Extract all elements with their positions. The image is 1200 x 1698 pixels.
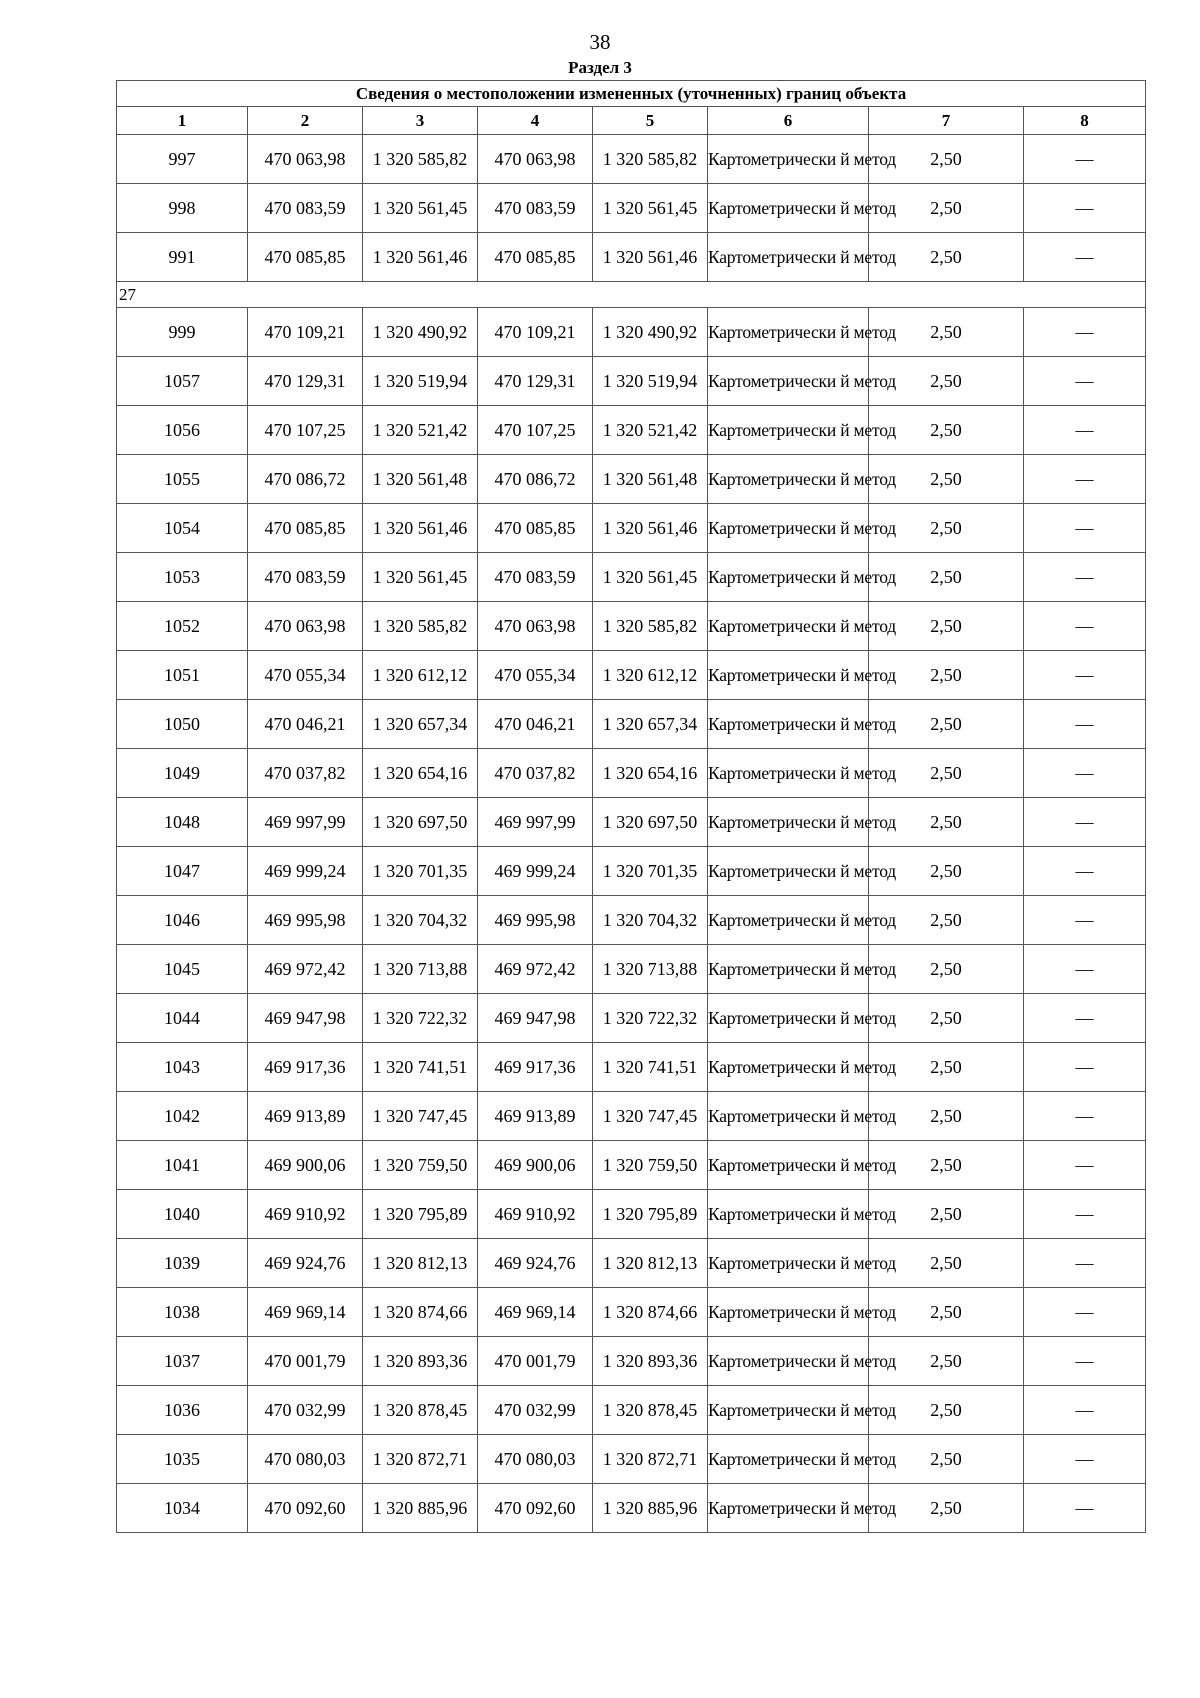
y-new-cell: 1 320 741,51 (593, 1043, 708, 1092)
x-existing-cell: 470 001,79 (248, 1337, 363, 1386)
x-existing-cell: 470 080,03 (248, 1435, 363, 1484)
table-row (117, 308, 1146, 357)
method-cell: Картометрически й метод (708, 798, 869, 847)
x-new-cell: 470 109,21 (478, 308, 593, 357)
y-existing-cell: 1 320 561,45 (363, 184, 478, 233)
description-cell: — (1024, 1288, 1146, 1337)
accuracy-cell: 2,50 (869, 896, 1024, 945)
point-number-cell: 1052 (117, 602, 248, 651)
method-cell: Картометрически й метод (708, 602, 869, 651)
accuracy-cell: 2,50 (869, 455, 1024, 504)
method-cell: Картометрически й метод (708, 357, 869, 406)
description-cell: — (1024, 749, 1146, 798)
x-existing-cell: 470 046,21 (248, 700, 363, 749)
y-new-cell: 1 320 812,13 (593, 1239, 708, 1288)
point-number-cell: 997 (117, 135, 248, 184)
y-existing-cell: 1 320 521,42 (363, 406, 478, 455)
method-cell: Картометрически й метод (708, 1484, 869, 1533)
description-cell: — (1024, 184, 1146, 233)
y-existing-cell: 1 320 885,96 (363, 1484, 478, 1533)
table-row (117, 553, 1146, 602)
point-number-cell: 1057 (117, 357, 248, 406)
method-cell: Картометрически й метод (708, 553, 869, 602)
x-new-cell: 469 995,98 (478, 896, 593, 945)
x-new-cell: 470 001,79 (478, 1337, 593, 1386)
method-cell: Картометрически й метод (708, 1435, 869, 1484)
x-new-cell: 470 080,03 (478, 1435, 593, 1484)
description-cell: — (1024, 798, 1146, 847)
method-cell: Картометрически й метод (708, 504, 869, 553)
section-title: Раздел 3 (568, 58, 632, 77)
column-number: 5 (593, 107, 708, 135)
method-cell: Картометрически й метод (708, 1043, 869, 1092)
method-cell: Картометрически й метод (708, 455, 869, 504)
y-new-cell: 1 320 521,42 (593, 406, 708, 455)
x-new-cell: 470 063,98 (478, 602, 593, 651)
y-new-cell: 1 320 722,32 (593, 994, 708, 1043)
point-number-cell: 1047 (117, 847, 248, 896)
accuracy-cell: 2,50 (869, 1484, 1024, 1533)
x-new-cell: 469 947,98 (478, 994, 593, 1043)
table-row (117, 233, 1146, 282)
x-existing-cell: 470 037,82 (248, 749, 363, 798)
column-number: 3 (363, 107, 478, 135)
y-existing-cell: 1 320 747,45 (363, 1092, 478, 1141)
y-existing-cell: 1 320 561,46 (363, 504, 478, 553)
description-cell: — (1024, 1092, 1146, 1141)
point-number-cell: 1037 (117, 1337, 248, 1386)
x-new-cell: 470 063,98 (478, 135, 593, 184)
description-cell: — (1024, 1043, 1146, 1092)
point-number-cell: 1046 (117, 896, 248, 945)
y-existing-cell: 1 320 795,89 (363, 1190, 478, 1239)
y-existing-cell: 1 320 874,66 (363, 1288, 478, 1337)
description-cell: — (1024, 700, 1146, 749)
method-cell: Картометрически й метод (708, 1092, 869, 1141)
x-existing-cell: 469 999,24 (248, 847, 363, 896)
accuracy-cell: 2,50 (869, 553, 1024, 602)
point-number-cell: 998 (117, 184, 248, 233)
table-row (117, 1435, 1146, 1484)
method-cell: Картометрически й метод (708, 1337, 869, 1386)
y-existing-cell: 1 320 701,35 (363, 847, 478, 896)
x-existing-cell: 469 913,89 (248, 1092, 363, 1141)
table-row (117, 1092, 1146, 1141)
x-new-cell: 470 046,21 (478, 700, 593, 749)
accuracy-cell: 2,50 (869, 184, 1024, 233)
y-existing-cell: 1 320 741,51 (363, 1043, 478, 1092)
point-number-cell: 1036 (117, 1386, 248, 1435)
method-cell: Картометрически й метод (708, 135, 869, 184)
table-row (117, 994, 1146, 1043)
y-existing-cell: 1 320 657,34 (363, 700, 478, 749)
description-cell: — (1024, 896, 1146, 945)
table-row (117, 1043, 1146, 1092)
table-header (117, 81, 1146, 135)
x-new-cell: 470 085,85 (478, 233, 593, 282)
x-existing-cell: 469 924,76 (248, 1239, 363, 1288)
accuracy-cell: 2,50 (869, 651, 1024, 700)
table-row (117, 184, 1146, 233)
y-existing-cell: 1 320 561,48 (363, 455, 478, 504)
description-cell: — (1024, 945, 1146, 994)
x-existing-cell: 470 109,21 (248, 308, 363, 357)
column-number: 2 (248, 107, 363, 135)
table-row (117, 357, 1146, 406)
x-new-cell: 469 910,92 (478, 1190, 593, 1239)
y-existing-cell: 1 320 519,94 (363, 357, 478, 406)
method-cell: Картометрически й метод (708, 1141, 869, 1190)
table-row (117, 504, 1146, 553)
table-row (117, 945, 1146, 994)
x-existing-cell: 470 032,99 (248, 1386, 363, 1435)
method-cell: Картометрически й метод (708, 749, 869, 798)
description-cell: — (1024, 406, 1146, 455)
point-number-cell: 1041 (117, 1141, 248, 1190)
column-number-row (117, 107, 1146, 135)
method-cell: Картометрически й метод (708, 233, 869, 282)
x-existing-cell: 469 972,42 (248, 945, 363, 994)
description-cell: — (1024, 1337, 1146, 1386)
x-new-cell: 470 092,60 (478, 1484, 593, 1533)
y-new-cell: 1 320 585,82 (593, 135, 708, 184)
y-new-cell: 1 320 795,89 (593, 1190, 708, 1239)
x-new-cell: 469 969,14 (478, 1288, 593, 1337)
x-existing-cell: 469 997,99 (248, 798, 363, 847)
description-cell: — (1024, 651, 1146, 700)
x-new-cell: 469 997,99 (478, 798, 593, 847)
method-cell: Картометрически й метод (708, 1386, 869, 1435)
method-cell: Картометрически й метод (708, 308, 869, 357)
x-new-cell: 470 085,85 (478, 504, 593, 553)
accuracy-cell: 2,50 (869, 847, 1024, 896)
description-cell: — (1024, 233, 1146, 282)
table-row (117, 847, 1146, 896)
point-number-cell: 1051 (117, 651, 248, 700)
contour-group-row (117, 282, 1146, 308)
table-row (117, 1337, 1146, 1386)
column-number: 8 (1024, 107, 1146, 135)
y-existing-cell: 1 320 759,50 (363, 1141, 478, 1190)
x-new-cell: 469 917,36 (478, 1043, 593, 1092)
x-existing-cell: 470 063,98 (248, 602, 363, 651)
x-new-cell: 470 037,82 (478, 749, 593, 798)
y-new-cell: 1 320 657,34 (593, 700, 708, 749)
description-cell: — (1024, 504, 1146, 553)
column-number: 6 (708, 107, 869, 135)
column-number: 4 (478, 107, 593, 135)
point-number-cell: 1039 (117, 1239, 248, 1288)
table-row (117, 700, 1146, 749)
x-existing-cell: 470 107,25 (248, 406, 363, 455)
column-number: 7 (869, 107, 1024, 135)
point-number-cell: 1049 (117, 749, 248, 798)
accuracy-cell: 2,50 (869, 1239, 1024, 1288)
description-cell: — (1024, 1484, 1146, 1533)
accuracy-cell: 2,50 (869, 994, 1024, 1043)
method-cell: Картометрически й метод (708, 184, 869, 233)
y-existing-cell: 1 320 654,16 (363, 749, 478, 798)
y-new-cell: 1 320 697,50 (593, 798, 708, 847)
x-new-cell: 469 900,06 (478, 1141, 593, 1190)
point-number-cell: 1044 (117, 994, 248, 1043)
description-cell: — (1024, 455, 1146, 504)
y-existing-cell: 1 320 612,12 (363, 651, 478, 700)
x-existing-cell: 470 055,34 (248, 651, 363, 700)
method-cell: Картометрически й метод (708, 406, 869, 455)
accuracy-cell: 2,50 (869, 1190, 1024, 1239)
y-new-cell: 1 320 874,66 (593, 1288, 708, 1337)
y-new-cell: 1 320 872,71 (593, 1435, 708, 1484)
accuracy-cell: 2,50 (869, 406, 1024, 455)
method-cell: Картометрически й метод (708, 1239, 869, 1288)
point-number-cell: 1042 (117, 1092, 248, 1141)
method-cell: Картометрически й метод (708, 651, 869, 700)
accuracy-cell: 2,50 (869, 1043, 1024, 1092)
accuracy-cell: 2,50 (869, 602, 1024, 651)
method-cell: Картометрически й метод (708, 847, 869, 896)
table-body (117, 135, 1146, 1533)
point-number-cell: 999 (117, 308, 248, 357)
x-new-cell: 470 086,72 (478, 455, 593, 504)
method-cell: Картометрически й метод (708, 700, 869, 749)
y-existing-cell: 1 320 893,36 (363, 1337, 478, 1386)
accuracy-cell: 2,50 (869, 700, 1024, 749)
accuracy-cell: 2,50 (869, 1141, 1024, 1190)
contour-label: 27 (117, 282, 1146, 308)
description-cell: — (1024, 1141, 1146, 1190)
x-new-cell: 470 107,25 (478, 406, 593, 455)
method-cell: Картометрически й метод (708, 1190, 869, 1239)
y-new-cell: 1 320 747,45 (593, 1092, 708, 1141)
point-number-cell: 1040 (117, 1190, 248, 1239)
point-number-cell: 1043 (117, 1043, 248, 1092)
y-new-cell: 1 320 654,16 (593, 749, 708, 798)
y-new-cell: 1 320 885,96 (593, 1484, 708, 1533)
column-number: 1 (117, 107, 248, 135)
x-existing-cell: 470 092,60 (248, 1484, 363, 1533)
page-number: 38 (589, 30, 611, 54)
y-existing-cell: 1 320 872,71 (363, 1435, 478, 1484)
table-row (117, 406, 1146, 455)
y-existing-cell: 1 320 561,46 (363, 233, 478, 282)
y-existing-cell: 1 320 704,32 (363, 896, 478, 945)
x-existing-cell: 469 910,92 (248, 1190, 363, 1239)
method-cell: Картометрически й метод (708, 994, 869, 1043)
y-existing-cell: 1 320 812,13 (363, 1239, 478, 1288)
description-cell: — (1024, 1435, 1146, 1484)
table-row (117, 1239, 1146, 1288)
table-row (117, 1190, 1146, 1239)
method-cell: Картометрически й метод (708, 896, 869, 945)
x-existing-cell: 470 083,59 (248, 553, 363, 602)
x-existing-cell: 470 085,85 (248, 504, 363, 553)
y-new-cell: 1 320 519,94 (593, 357, 708, 406)
y-new-cell: 1 320 701,35 (593, 847, 708, 896)
x-existing-cell: 470 129,31 (248, 357, 363, 406)
x-new-cell: 470 129,31 (478, 357, 593, 406)
accuracy-cell: 2,50 (869, 504, 1024, 553)
x-new-cell: 469 999,24 (478, 847, 593, 896)
x-existing-cell: 469 969,14 (248, 1288, 363, 1337)
table-row (117, 896, 1146, 945)
accuracy-cell: 2,50 (869, 357, 1024, 406)
accuracy-cell: 2,50 (869, 945, 1024, 994)
x-new-cell: 469 972,42 (478, 945, 593, 994)
y-new-cell: 1 320 561,46 (593, 233, 708, 282)
table-row (117, 1386, 1146, 1435)
table-row (117, 749, 1146, 798)
table-row (117, 1141, 1146, 1190)
y-existing-cell: 1 320 561,45 (363, 553, 478, 602)
description-cell: — (1024, 308, 1146, 357)
description-cell: — (1024, 1190, 1146, 1239)
x-existing-cell: 470 063,98 (248, 135, 363, 184)
y-new-cell: 1 320 893,36 (593, 1337, 708, 1386)
y-new-cell: 1 320 490,92 (593, 308, 708, 357)
y-existing-cell: 1 320 585,82 (363, 135, 478, 184)
accuracy-cell: 2,50 (869, 749, 1024, 798)
y-existing-cell: 1 320 878,45 (363, 1386, 478, 1435)
accuracy-cell: 2,50 (869, 233, 1024, 282)
y-new-cell: 1 320 561,45 (593, 184, 708, 233)
table-caption: Сведения о местоположении измененных (уточненных) границ объекта (117, 81, 1146, 107)
y-existing-cell: 1 320 585,82 (363, 602, 478, 651)
accuracy-cell: 2,50 (869, 135, 1024, 184)
accuracy-cell: 2,50 (869, 1092, 1024, 1141)
table-row (117, 1484, 1146, 1533)
x-existing-cell: 469 947,98 (248, 994, 363, 1043)
point-number-cell: 1048 (117, 798, 248, 847)
x-existing-cell: 469 995,98 (248, 896, 363, 945)
description-cell: — (1024, 847, 1146, 896)
point-number-cell: 1055 (117, 455, 248, 504)
method-cell: Картометрически й метод (708, 1288, 869, 1337)
point-number-cell: 1035 (117, 1435, 248, 1484)
x-new-cell: 470 083,59 (478, 184, 593, 233)
table-row (117, 455, 1146, 504)
y-new-cell: 1 320 561,45 (593, 553, 708, 602)
y-new-cell: 1 320 704,32 (593, 896, 708, 945)
description-cell: — (1024, 1386, 1146, 1435)
y-new-cell: 1 320 713,88 (593, 945, 708, 994)
y-new-cell: 1 320 878,45 (593, 1386, 708, 1435)
y-existing-cell: 1 320 490,92 (363, 308, 478, 357)
table-row (117, 651, 1146, 700)
description-cell: — (1024, 135, 1146, 184)
accuracy-cell: 2,50 (869, 798, 1024, 847)
method-cell: Картометрически й метод (708, 945, 869, 994)
table-row (117, 135, 1146, 184)
y-existing-cell: 1 320 713,88 (363, 945, 478, 994)
x-existing-cell: 470 083,59 (248, 184, 363, 233)
y-new-cell: 1 320 585,82 (593, 602, 708, 651)
point-number-cell: 1056 (117, 406, 248, 455)
x-new-cell: 470 055,34 (478, 651, 593, 700)
y-new-cell: 1 320 561,48 (593, 455, 708, 504)
point-number-cell: 1034 (117, 1484, 248, 1533)
description-cell: — (1024, 357, 1146, 406)
description-cell: — (1024, 1239, 1146, 1288)
x-existing-cell: 469 917,36 (248, 1043, 363, 1092)
point-number-cell: 991 (117, 233, 248, 282)
accuracy-cell: 2,50 (869, 1337, 1024, 1386)
y-new-cell: 1 320 612,12 (593, 651, 708, 700)
boundary-table (116, 80, 1146, 1533)
table-row (117, 602, 1146, 651)
point-number-cell: 1054 (117, 504, 248, 553)
y-new-cell: 1 320 759,50 (593, 1141, 708, 1190)
accuracy-cell: 2,50 (869, 1288, 1024, 1337)
x-new-cell: 469 924,76 (478, 1239, 593, 1288)
description-cell: — (1024, 994, 1146, 1043)
table-caption-row (117, 81, 1146, 107)
table-row (117, 798, 1146, 847)
table-row (117, 1288, 1146, 1337)
x-existing-cell: 470 086,72 (248, 455, 363, 504)
point-number-cell: 1038 (117, 1288, 248, 1337)
x-existing-cell: 470 085,85 (248, 233, 363, 282)
x-new-cell: 469 913,89 (478, 1092, 593, 1141)
y-existing-cell: 1 320 697,50 (363, 798, 478, 847)
x-new-cell: 470 032,99 (478, 1386, 593, 1435)
point-number-cell: 1045 (117, 945, 248, 994)
accuracy-cell: 2,50 (869, 1386, 1024, 1435)
x-new-cell: 470 083,59 (478, 553, 593, 602)
accuracy-cell: 2,50 (869, 308, 1024, 357)
y-new-cell: 1 320 561,46 (593, 504, 708, 553)
accuracy-cell: 2,50 (869, 1435, 1024, 1484)
y-existing-cell: 1 320 722,32 (363, 994, 478, 1043)
point-number-cell: 1050 (117, 700, 248, 749)
description-cell: — (1024, 602, 1146, 651)
description-cell: — (1024, 553, 1146, 602)
x-existing-cell: 469 900,06 (248, 1141, 363, 1190)
point-number-cell: 1053 (117, 553, 248, 602)
